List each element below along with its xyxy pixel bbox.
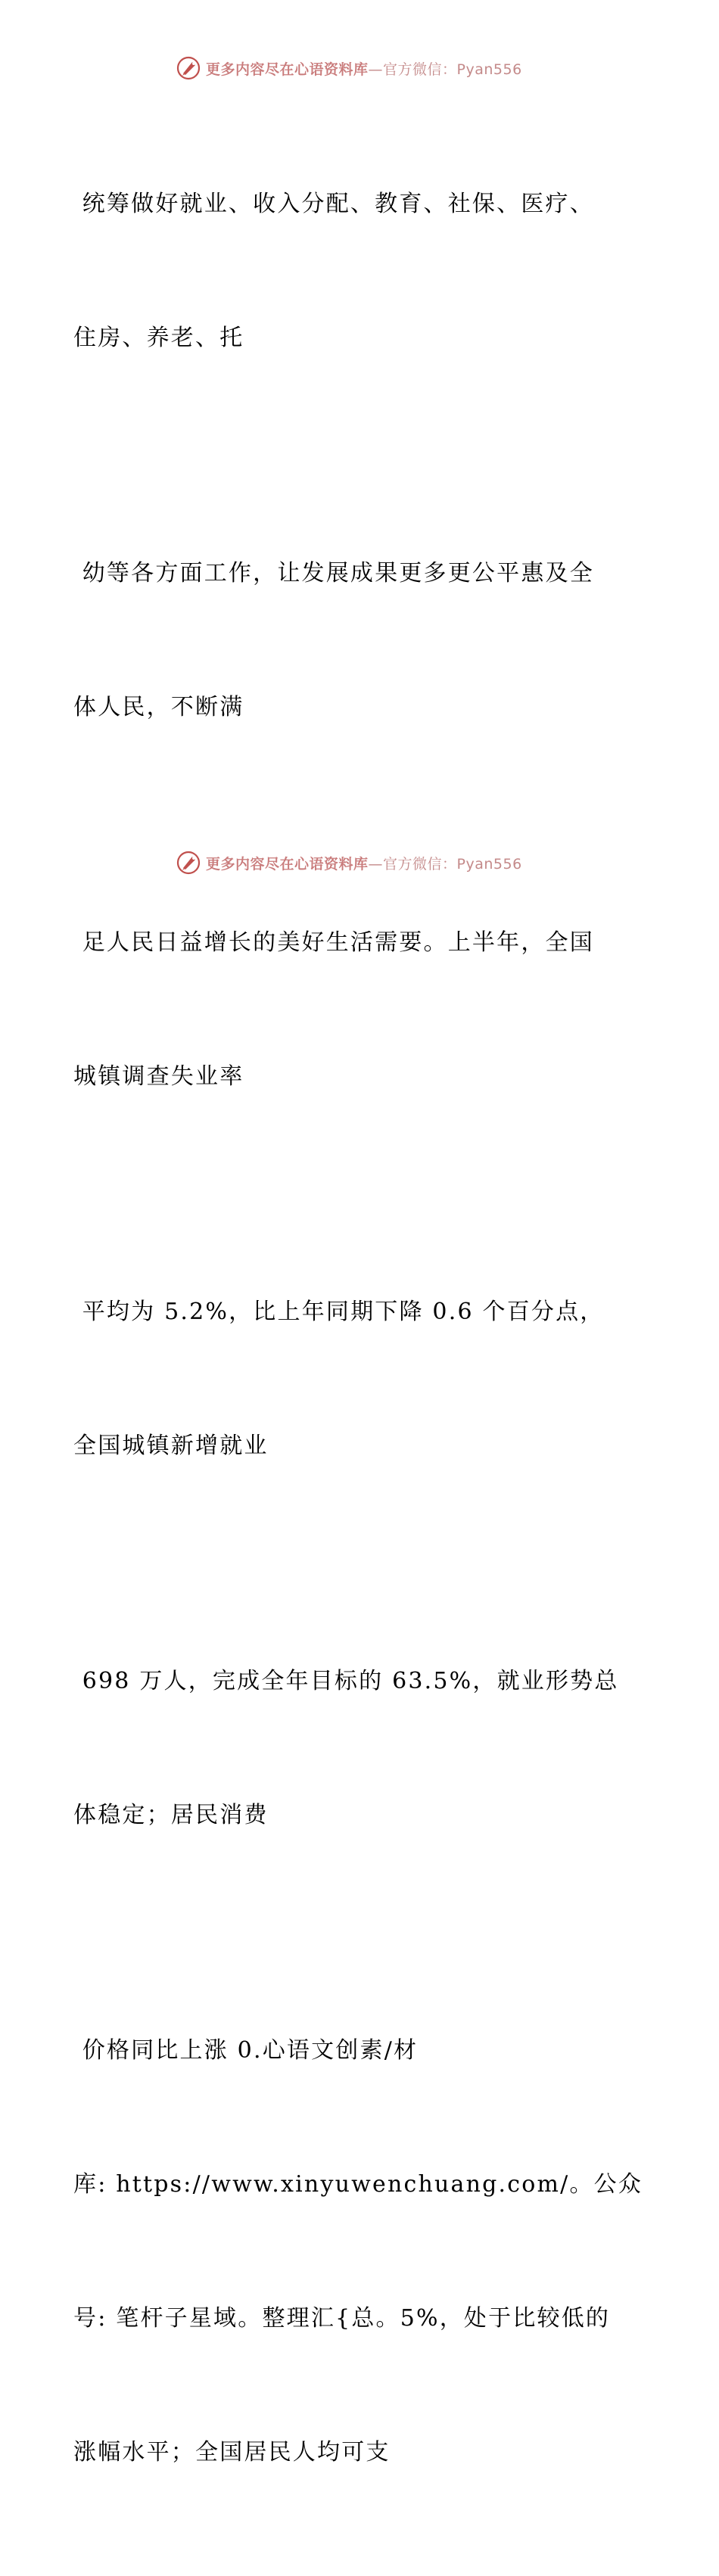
header-watermark-banner [176, 54, 569, 82]
banner-contact-text: —官方微信：Pyan556 [368, 61, 522, 78]
banner-contact-text: —官方微信：Pyan556 [368, 855, 522, 873]
banner-main-text: 更多内容尽在心语资料库 [206, 61, 369, 78]
paragraph-3 [73, 831, 633, 1188]
text-line: 足人民日益增长的美好生活需要。上半年，全国 [73, 929, 594, 956]
banner-main-text: 更多内容尽在心语资料库 [206, 855, 369, 873]
document-body [73, 92, 643, 2576]
text-line: 平均为 5.2%，比上年同期下降 0.6 个百分点， [73, 1299, 605, 1325]
text-line: 库: https://www.xinyuwenchuang.com/。公众 [73, 2171, 643, 2198]
text-line: 城镇调查失业率 [73, 1063, 244, 1090]
paragraph-4 [73, 1200, 633, 1557]
text-line: 全国城镇新增就业 [73, 1433, 269, 1459]
text-line: 698 万人，完成全年目标的 63.5%，就业形势总 [73, 1668, 619, 1694]
paragraph-2 [73, 462, 633, 819]
pen-nib-logo-icon [176, 850, 201, 876]
paragraph-5 [73, 1570, 633, 1927]
text-line: 统筹做好就业、收入分配、教育、社保、医疗、 [73, 191, 594, 217]
text-line: 体人民，不断满 [73, 694, 244, 720]
text-line: 号: 笔杆子星域。整理汇{总。5%，处于比较低的 [73, 2305, 611, 2332]
text-line: 涨幅水平；全国居民人均可支 [73, 2439, 391, 2466]
footer-watermark-banner [176, 849, 569, 876]
pen-nib-logo-icon [176, 55, 201, 81]
text-line: 价格同比上涨 0.心语文创素/材 [73, 2037, 419, 2064]
text-line: 幼等各方面工作，让发展成果更多更公平惠及全 [73, 560, 594, 586]
text-line: 住房、养老、托 [73, 325, 244, 351]
paragraph-6 [73, 1939, 643, 2564]
paragraph-1 [73, 92, 633, 450]
text-line: 体稳定；居民消费 [73, 1802, 269, 1828]
